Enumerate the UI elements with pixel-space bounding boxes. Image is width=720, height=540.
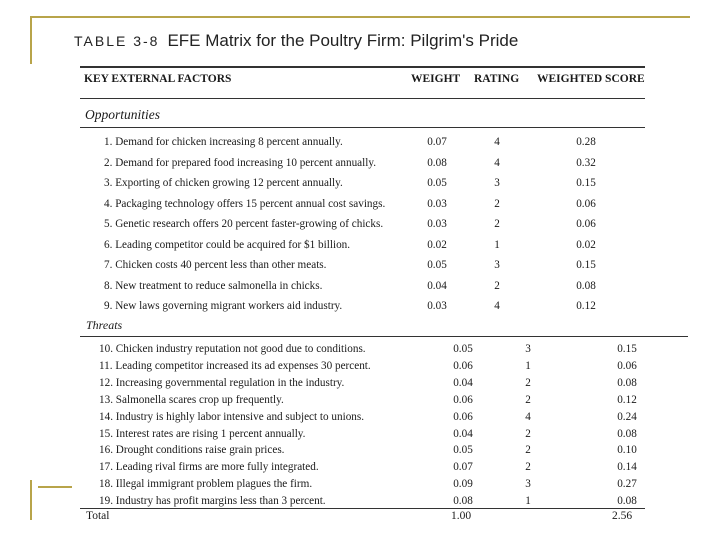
- rating-cell: 2: [525, 444, 531, 457]
- factor-cell: 14. Industry is highly labor intensive and subject to unions.: [99, 410, 365, 423]
- rating-cell: 1: [525, 359, 531, 372]
- factor-cell: 19. Industry has profit margins less than 3 percent.: [99, 495, 326, 508]
- score-cell: 0.32: [576, 156, 596, 169]
- opportunities-label: Opportunities: [85, 107, 161, 122]
- factor-cell: 5. Genetic research offers 20 percent faster-growing of chicks.: [104, 218, 384, 230]
- weight-cell: 0.09: [453, 478, 473, 491]
- score-cell: 0.06: [576, 218, 596, 230]
- score-cell: 0.15: [576, 177, 596, 189]
- score-cell: 0.02: [576, 238, 596, 251]
- opportunities-row: [0, 132, 700, 152]
- weight-cell: 0.05: [453, 343, 473, 355]
- rating-cell: 2: [494, 279, 500, 292]
- weight-cell: 0.02: [427, 238, 447, 251]
- opportunities-row: [0, 173, 700, 193]
- opportunities-row: [0, 255, 700, 275]
- opportunities-rule: [80, 127, 645, 128]
- score-cell: 0.14: [617, 461, 637, 474]
- weight-cell: 0.05: [427, 259, 447, 271]
- score-cell: 0.28: [576, 136, 596, 148]
- score-cell: 0.12: [617, 393, 637, 406]
- score-cell: 0.15: [617, 343, 637, 355]
- rating-cell: 4: [494, 136, 500, 148]
- score-cell: 0.08: [576, 279, 596, 292]
- rating-cell: 1: [525, 495, 531, 508]
- threats-rule: [80, 336, 688, 337]
- weight-cell: 0.08: [427, 156, 447, 169]
- weight-cell: 0.04: [453, 427, 473, 440]
- opportunities-row: [0, 296, 700, 316]
- weight-cell: 0.03: [427, 300, 447, 312]
- total-score: 2.56: [612, 510, 633, 522]
- factor-cell: 11. Leading competitor increased its ad expenses 30 percent.: [99, 359, 371, 372]
- score-cell: 0.08: [617, 427, 637, 440]
- weight-cell: 0.06: [453, 410, 473, 423]
- factor-cell: 6. Leading competitor could be acquired for $1 billion.: [104, 238, 351, 251]
- table-title: [74, 31, 518, 51]
- weight-cell: 0.07: [427, 136, 447, 148]
- rating-cell: 3: [494, 259, 500, 271]
- score-cell: 0.06: [576, 197, 596, 210]
- weight-cell: 0.05: [453, 444, 473, 457]
- score-cell: 0.06: [617, 359, 637, 372]
- weight-cell: 0.04: [453, 376, 473, 389]
- total-rule: [80, 508, 645, 509]
- header-rating: RATING: [474, 73, 520, 85]
- rating-cell: 2: [525, 393, 531, 406]
- weight-cell: 0.08: [453, 495, 473, 508]
- rating-cell: 1: [494, 238, 500, 251]
- total-weight: 1.00: [451, 510, 472, 522]
- rating-cell: 4: [494, 300, 500, 312]
- score-cell: 0.08: [617, 376, 637, 389]
- factor-cell: 7. Chicken costs 40 percent less than other meats.: [104, 259, 327, 271]
- opportunities-row: [0, 214, 700, 234]
- score-cell: 0.10: [617, 444, 637, 457]
- opportunities-row: [0, 276, 700, 296]
- opportunities-row: [0, 194, 700, 214]
- rating-cell: 3: [525, 478, 531, 491]
- weight-cell: 0.05: [427, 177, 447, 189]
- weight-cell: 0.06: [453, 359, 473, 372]
- factor-cell: 13. Salmonella scares crop up frequently.: [99, 393, 284, 406]
- rating-cell: 4: [525, 410, 531, 423]
- weight-cell: 0.03: [427, 197, 447, 210]
- score-cell: 0.24: [617, 410, 637, 423]
- weight-cell: 0.07: [453, 461, 473, 474]
- rating-cell: 2: [525, 461, 531, 474]
- threats-label: Threats: [86, 318, 123, 332]
- factor-cell: 4. Packaging technology offers 15 percent annual cost savings.: [104, 197, 386, 210]
- score-cell: 0.15: [576, 259, 596, 271]
- weight-cell: 0.04: [427, 279, 447, 292]
- rating-cell: 4: [494, 156, 500, 169]
- score-cell: 0.12: [576, 300, 596, 312]
- rating-cell: 3: [525, 343, 531, 355]
- header-factor: KEY EXTERNAL FACTORS: [84, 73, 232, 85]
- total-label: Total: [86, 510, 110, 522]
- factor-cell: 15. Interest rates are rising 1 percent annually.: [99, 427, 306, 440]
- score-cell: 0.27: [617, 478, 637, 491]
- factor-cell: 12. Increasing governmental regulation in the industry.: [99, 376, 345, 389]
- factor-cell: 9. New laws governing migrant workers aid industry.: [104, 300, 343, 312]
- factor-cell: 10. Chicken industry reputation not good due to conditions.: [99, 343, 366, 355]
- header-weight: WEIGHT: [411, 73, 461, 85]
- header-score: WEIGHTED SCORE: [537, 73, 645, 85]
- factor-cell: 2. Demand for prepared food increasing 10 percent annually.: [104, 156, 377, 169]
- factor-cell: 3. Exporting of chicken growing 12 percent annually.: [104, 177, 343, 189]
- rating-cell: 2: [525, 376, 531, 389]
- weight-cell: 0.06: [453, 393, 473, 406]
- factor-cell: 8. New treatment to reduce salmonella in chicks.: [104, 279, 323, 292]
- slide-frame-top: [30, 16, 690, 18]
- slide-frame-left: [30, 16, 32, 64]
- header-rule: [80, 98, 645, 99]
- factor-cell: 17. Leading rival firms are more fully integrated.: [99, 461, 319, 474]
- opportunities-row: [0, 235, 700, 255]
- opportunities-row: [0, 153, 700, 173]
- table-top-rule: [80, 66, 645, 68]
- factor-cell: 1. Demand for chicken increasing 8 percent annually.: [104, 136, 343, 148]
- table-number: TABLE 3-8: [74, 33, 160, 49]
- weight-cell: 0.03: [427, 218, 447, 230]
- rating-cell: 3: [494, 177, 500, 189]
- rating-cell: 2: [494, 197, 500, 210]
- rating-cell: 2: [494, 218, 500, 230]
- factor-cell: 16. Drought conditions raise grain prices.: [99, 444, 285, 457]
- factor-cell: 18. Illegal immigrant problem plagues the firm.: [99, 478, 313, 491]
- table-caption: EFE Matrix for the Poultry Firm: Pilgrim's Pride: [167, 31, 519, 50]
- rating-cell: 2: [525, 427, 531, 440]
- score-cell: 0.08: [617, 495, 637, 508]
